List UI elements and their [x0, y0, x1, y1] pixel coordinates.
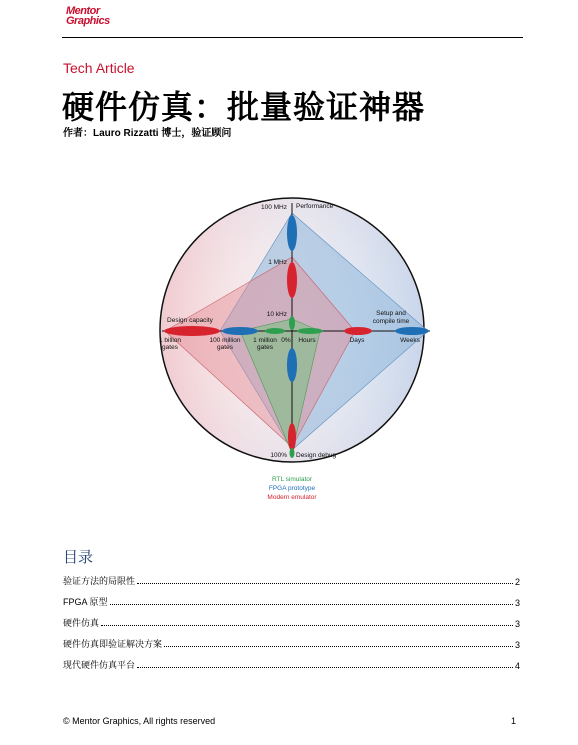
legend-modern-emulator: Modern emulator	[267, 494, 317, 501]
article-author: 作者：Lauro Rizzatti 博士，验证顾问	[63, 128, 232, 139]
table-of-contents	[63, 566, 520, 671]
comparison-radar-figure	[150, 185, 440, 505]
label-weeks: Weeks	[400, 337, 420, 344]
toc-entry-label: 硬件仿真即验证解决方案	[63, 639, 163, 649]
toc-leader-dots	[137, 667, 513, 668]
toc-entry-page: 3	[514, 619, 520, 629]
label-1-billion-gates: gates	[162, 344, 178, 351]
toc-leader-dots	[164, 646, 513, 647]
toc-entry-label: 现代硬件仿真平台	[63, 660, 136, 670]
emulator-setup-marker	[344, 327, 372, 335]
label-hours: Hours	[298, 337, 316, 344]
footer-page-number: 1	[511, 716, 517, 726]
rtl-performance-marker	[289, 316, 295, 330]
label-1-million: 1 million	[253, 337, 277, 344]
legend-fpga-prototype: FPGA prototype	[268, 485, 316, 492]
fpga-performance-marker	[287, 215, 297, 251]
toc-leader-dots	[137, 583, 513, 584]
label-compile-time: compile time	[372, 318, 410, 325]
label-10khz: 10 kHz	[266, 311, 287, 318]
toc-entry[interactable]	[63, 650, 520, 671]
rtl-setup-marker	[297, 328, 323, 334]
footer-copyright: © Mentor Graphics, All rights reserved	[63, 716, 216, 726]
toc-title: 目录	[63, 549, 94, 566]
toc-entry[interactable]	[63, 566, 520, 587]
header-rule	[62, 37, 523, 38]
toc-entry-page: 3	[514, 640, 520, 650]
toc-leader-dots	[101, 625, 513, 626]
label-1-million-gates: gates	[257, 344, 273, 351]
label-100-million-gates: gates	[217, 344, 233, 351]
fpga-capacity-marker	[222, 327, 258, 335]
label-100-percent: 100%	[270, 452, 287, 459]
emulator-capacity-marker	[164, 326, 220, 336]
fpga-setup-marker	[395, 327, 429, 335]
rtl-capacity-marker	[265, 328, 285, 334]
toc-entry-label: FPGA 原型	[63, 597, 108, 607]
legend-rtl-simulator: RTL simulator	[271, 476, 313, 483]
toc-leader-dots	[110, 604, 513, 605]
toc-entry[interactable]	[63, 629, 520, 650]
fpga-debug-marker	[287, 348, 297, 382]
toc-entry-label: 验证方法的局限性	[63, 576, 136, 586]
label-performance: Performance	[296, 203, 334, 210]
article-kicker: Tech Article	[63, 60, 135, 76]
label-days: Days	[349, 337, 365, 344]
emulator-performance-marker	[287, 262, 297, 298]
toc-entry-label: 硬件仿真	[63, 618, 100, 628]
toc-entry-page: 3	[514, 598, 520, 608]
label-setup-and: Setup and	[376, 310, 406, 317]
toc-entry-page: 4	[514, 661, 520, 671]
logo-line-2: Graphics	[66, 15, 110, 27]
label-0-percent: 0%	[281, 337, 291, 344]
article-title: 硬件仿真：批量验证神器	[62, 89, 426, 125]
label-design-debug: Design debug	[296, 452, 337, 459]
toc-entry-page: 2	[514, 577, 520, 587]
label-1mhz: 1 MHz	[268, 259, 287, 266]
label-100-million: 100 million	[209, 337, 241, 344]
toc-entry[interactable]	[63, 587, 520, 608]
emulator-debug-marker	[288, 423, 296, 451]
label-design-capacity: Design capacity	[167, 317, 213, 324]
logo-line-1: Mentor	[66, 5, 100, 17]
toc-entry[interactable]	[63, 608, 520, 629]
label-100mhz: 100 MHz	[260, 204, 287, 211]
label-1-billion: 1 billion	[158, 337, 182, 344]
mentor-graphics-logo	[66, 6, 110, 26]
rtl-debug-marker	[290, 448, 295, 458]
